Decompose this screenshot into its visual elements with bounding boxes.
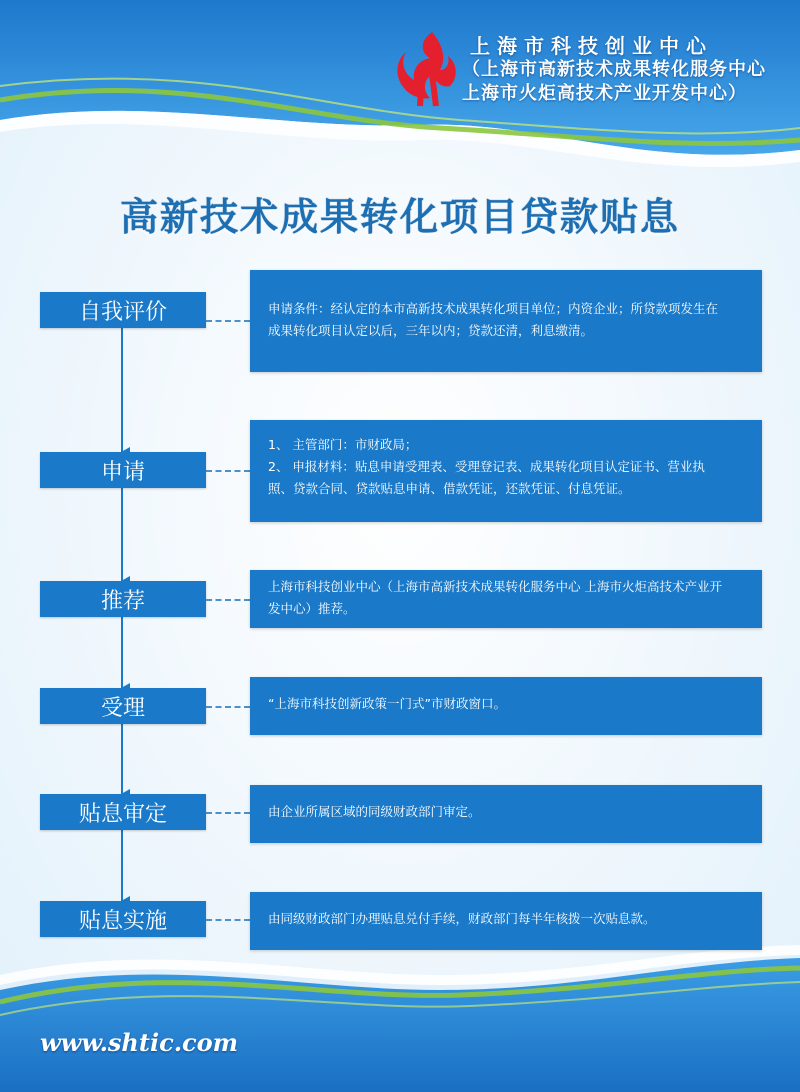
desc-line: 2、 申报材料：贴息申请受理表、受理登记表、成果转化项目认定证书、营业执 <box>268 459 705 474</box>
page-title: 高新技术成果转化项目贷款贴息 <box>119 195 680 239</box>
step-description <box>250 420 762 522</box>
desc-line: 申请条件：经认定的本市高新技术成果转化项目单位；内资企业；所贷款项发生在 <box>268 301 719 316</box>
org-name-line: 上海市科技创业中心 <box>470 34 713 58</box>
desc-line: 发中心）推荐。 <box>268 601 356 616</box>
step-description <box>250 892 762 950</box>
website-url: www.shtic.com <box>40 1028 239 1057</box>
connector-dash <box>206 599 250 601</box>
connector-dash <box>206 706 250 708</box>
connector-dash <box>206 919 250 921</box>
step-label: 贴息实施 <box>40 901 206 937</box>
step-description <box>250 785 762 843</box>
desc-line: 由企业所属区域的同级财政部门审定。 <box>268 804 481 819</box>
step-label: 贴息审定 <box>40 794 206 830</box>
step-label: 受理 <box>40 688 206 724</box>
desc-line: 照、贷款合同、贷款贴息申请、借款凭证，还款凭证、付息凭证。 <box>268 481 631 496</box>
desc-line: “上海市科技创新政策一门式”市财政窗口。 <box>268 696 506 711</box>
connector-dash <box>206 470 250 472</box>
step-description <box>250 270 762 372</box>
step-label: 推荐 <box>40 581 206 617</box>
org-name-line: （上海市高新技术成果转化服务中心 <box>462 59 766 80</box>
desc-line: 由同级财政部门办理贴息兑付手续，财政部门每半年核拨一次贴息款。 <box>268 911 656 926</box>
step-description <box>250 570 762 628</box>
desc-line: 1、 主管部门：市财政局； <box>268 437 418 452</box>
step-description <box>250 677 762 735</box>
step-label: 申请 <box>40 452 206 488</box>
desc-line: 成果转化项目认定以后，三年以内；贷款还清，利息缴清。 <box>268 323 594 338</box>
step-label: 自我评价 <box>40 292 206 328</box>
connector-dash <box>206 320 250 322</box>
connector-dash <box>206 812 250 814</box>
org-name-line: 上海市火炬高技术产业开发中心） <box>462 83 747 104</box>
desc-line: 上海市科技创业中心（上海市高新技术成果转化服务中心 上海市火炬高技术产业开 <box>268 579 722 594</box>
